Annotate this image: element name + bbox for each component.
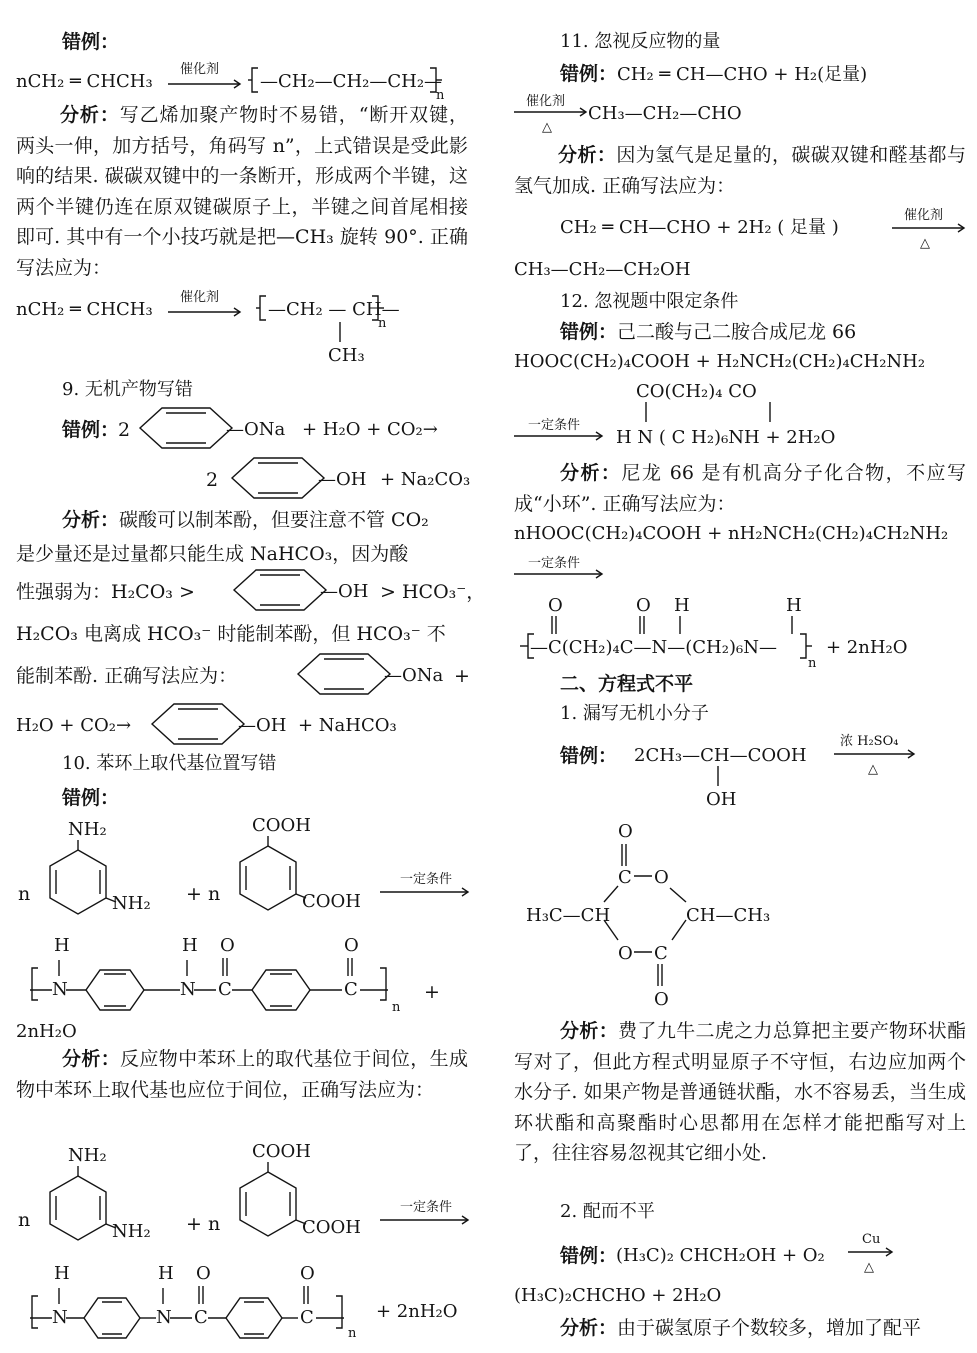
carbon-atom: C xyxy=(218,979,232,1000)
benzene-ring-icon xyxy=(46,840,116,924)
nylon-reactants: HOOC(CH₂)₄COOH + H₂NCH₂(CH₂)₄CH₂NH₂ xyxy=(514,351,926,372)
carbon-atom: C xyxy=(300,1307,314,1328)
reaction-arrow xyxy=(514,110,592,120)
analysis-3 xyxy=(16,1044,468,1105)
benzene-ring-icon xyxy=(236,836,306,920)
analysis-1 xyxy=(16,100,468,283)
ring-oxygen: O xyxy=(654,989,669,1010)
methyl-branch: CH₃ xyxy=(328,345,365,366)
subscript-n: n xyxy=(348,1326,357,1341)
section-12-title: 12. 忽视题中限定条件 xyxy=(560,291,739,312)
copper-catalyst-label: Cu xyxy=(862,1232,881,1247)
hydroxyl-branch: OH xyxy=(706,789,737,810)
catalyst-label: 催化剂 xyxy=(526,94,566,109)
analysis-text: 写乙烯加聚产物时不易错，“断开双键，两头一伸，加方括号，角码写 n”，上式错误是受此影响的结果. 碳碳双键中的一条断开，形成两个半键，这两个半键仍连在原双键碳原子上，半键之间首尾相接即可. 其中有一个小技巧就是把—CH₃ 旋转 90°. 正确写法应为： xyxy=(16,104,468,279)
subscript-n: n xyxy=(436,88,445,103)
ring-left-fragment: H₃C—CH xyxy=(526,905,611,926)
nitrogen-atom: N xyxy=(156,1307,172,1328)
wrong-equation: CH₂ ═ CH—CHO + H₂(足量) xyxy=(617,64,868,85)
oxygen-atom: O xyxy=(300,1263,315,1284)
analysis-text: 反应物中苯环上的取代基位于间位，生成物中苯环上取代基也应位于间位，正确写法应为： xyxy=(16,1048,468,1101)
carboxyl-group-side: COOH xyxy=(302,1217,361,1238)
ring-bonds xyxy=(646,402,776,426)
reaction-arrow xyxy=(514,572,606,582)
catalyst-label: 催化剂 xyxy=(180,290,220,305)
plus-n: + n xyxy=(186,883,221,905)
section-10-title: 10. 苯环上取代基位置写错 xyxy=(62,753,277,774)
wrong-example-label: 错例： xyxy=(62,31,120,53)
section-11-title: 11. 忽视反应物的量 xyxy=(560,31,721,52)
heat-symbol: △ xyxy=(868,762,878,777)
coefficient-n: n xyxy=(18,883,31,905)
lactic-acid-formula: 2CH₃—CH—COOH xyxy=(634,745,807,766)
analysis-text: 费了九牛二虎之力总算把主要产物环状酯写对了，但此方程式明显原子不守恒，右边应加两个水分子. 如果产物是普通链状酯，水不容易丢，当生成环状酯和高聚酯时心思都用在怎样才能把酯写对上了，往往容易忽视其它细小处. xyxy=(514,1020,966,1164)
analysis-label: 分析： xyxy=(62,509,120,531)
equation-2-right: —CH₂ — CH— xyxy=(268,299,400,320)
wrong-example-label: 错例： xyxy=(62,787,120,809)
sodium-phenoxide-group: —ONa xyxy=(226,419,286,440)
coefficient-n: n xyxy=(18,1209,31,1231)
reaction-arrow xyxy=(892,226,970,236)
catalyst-label: 催化剂 xyxy=(180,62,220,77)
ring-oxygen: O xyxy=(654,867,669,888)
amine-group-top: NH₂ xyxy=(68,819,107,840)
heat-symbol: △ xyxy=(542,120,552,135)
branch-bond xyxy=(716,766,720,788)
isobutanal-products: (H₃C)₂CHCHO + 2H₂O xyxy=(514,1285,722,1306)
polymer-bonds xyxy=(548,614,808,638)
subscript-n: n xyxy=(808,656,817,671)
hydroxyl-group: —OH xyxy=(320,581,369,602)
equation-2-left: nCH₂ ═ CHCH₃ xyxy=(16,299,153,320)
coefficient: 2 xyxy=(118,419,131,441)
section-12-wrong xyxy=(560,320,856,344)
carbon-atom: C xyxy=(344,979,358,1000)
hydrogen-atom: H xyxy=(182,935,198,956)
analysis-2-line-4: H₂CO₃ 电离成 HCO₃⁻ 时能制苯酚，但 HCO₃⁻ 不 xyxy=(16,623,446,645)
condition-label: 一定条件 xyxy=(528,556,581,571)
carbonyl-oxygen: O xyxy=(548,595,563,616)
nylon-polymer: —C(CH₂)₄C—N—(CH₂)₆N— xyxy=(530,637,777,658)
ring-oxygen: O xyxy=(618,821,633,842)
oxygen-atom: O xyxy=(196,1263,211,1284)
branch-bond xyxy=(338,322,342,344)
ring-bottom-fragment: H N ( C H₂)₆NH + 2H₂O xyxy=(616,427,836,448)
plus-sign: + xyxy=(424,981,440,1003)
amine-group-side: NH₂ xyxy=(112,1221,151,1242)
water-product: 2nH₂O xyxy=(16,1021,77,1042)
wrong-example-label: 错例： xyxy=(560,321,618,343)
ring-top-fragment: CO(CH₂)₄ CO xyxy=(636,381,757,402)
oxygen-atom: O xyxy=(344,935,359,956)
hydroxyl-group: —OH xyxy=(318,469,367,490)
nitrogen-atom: N xyxy=(52,1307,68,1328)
reaction-arrow xyxy=(168,310,248,320)
benzene-ring-icon xyxy=(234,566,334,616)
analysis-4 xyxy=(514,140,966,201)
analysis-label: 分析： xyxy=(62,1048,121,1070)
nitrogen-atom: N xyxy=(180,979,196,1000)
wrong-example-label: 错例： xyxy=(560,1245,618,1267)
carbon-atom: C xyxy=(194,1307,208,1328)
nitrogen-atom: N xyxy=(52,979,68,1000)
correct-products: + NaHCO₃ xyxy=(298,715,397,736)
isobutanol-reactants: (H₃C)₂ CHCH₂OH + O₂ xyxy=(616,1245,825,1266)
benzene-ring-icon xyxy=(46,1166,116,1250)
amine-group-side: NH₂ xyxy=(112,893,151,914)
coefficient: 2 xyxy=(206,469,219,491)
hydrogen-atom: H xyxy=(54,935,70,956)
subscript-n: n xyxy=(378,316,387,331)
benzene-ring-icon xyxy=(140,404,240,454)
ring-oxygen: O xyxy=(618,943,633,964)
part-2-section-2-title: 2. 配而不平 xyxy=(560,1201,655,1222)
amide-hydrogen: H xyxy=(674,595,690,616)
correct-reactants: H₂O + CO₂→ xyxy=(16,715,132,736)
acid-catalyst-label: 浓 H₂SO₄ xyxy=(840,734,899,749)
benzene-ring-icon xyxy=(232,454,332,504)
carboxyl-group-top: COOH xyxy=(252,1141,311,1162)
wrong-example-text: 己二酸与己二胺合成尼龙 66 xyxy=(617,321,857,343)
benzene-ring-icon xyxy=(298,650,398,700)
nylon-correct-reactants: nHOOC(CH₂)₄COOH + nH₂NCH₂(CH₂)₄CH₂NH₂ xyxy=(514,523,949,544)
reaction-arrow xyxy=(514,434,606,444)
wrong-example-label: 错例： xyxy=(62,419,120,441)
analysis-text: 因为氢气是足量的，碳碳双键和醛基都与氢气加成. 正确写法应为： xyxy=(514,144,966,197)
amine-group-top: NH₂ xyxy=(68,1145,107,1166)
heat-symbol: △ xyxy=(920,236,930,251)
section-9-title: 9. 无机产物写错 xyxy=(62,379,193,400)
hydrogen-atom: H xyxy=(54,1263,70,1284)
reactants: + H₂O + CO₂→ xyxy=(302,419,438,440)
correct-product: CH₃—CH₂—CH₂OH xyxy=(514,259,691,280)
analysis-label: 分析： xyxy=(560,462,622,484)
carboxyl-group-side: COOH xyxy=(302,891,361,912)
wrong-example-label: 错例： xyxy=(560,63,618,85)
correct-equation: CH₂ ═ CH—CHO + 2H₂ ( 足量 ) xyxy=(560,217,839,238)
analysis-label: 分析： xyxy=(558,144,617,166)
lactide-ring-bonds xyxy=(590,840,710,990)
sodium-phenoxide-group: —ONa xyxy=(384,665,444,686)
analysis-2-line-2: 是少量还是过量都只能生成 NaHCO₃，因为酸 xyxy=(16,543,409,565)
benzene-ring-icon xyxy=(152,700,252,750)
subscript-n: n xyxy=(392,1000,401,1015)
analysis-label: 分析： xyxy=(60,104,120,126)
ring-right-fragment: CH—CH₃ xyxy=(686,905,771,926)
condition-label: 一定条件 xyxy=(528,418,581,433)
condition-label: 一定条件 xyxy=(400,872,453,887)
wrong-example-label: 错例： xyxy=(560,745,618,767)
part-2-section-1-title: 1. 漏写无机小分子 xyxy=(560,703,709,724)
oxygen-atom: O xyxy=(220,935,235,956)
reaction-arrow xyxy=(168,82,248,92)
heat-symbol: △ xyxy=(864,1260,874,1275)
polymer-backbone xyxy=(30,954,410,1014)
equation-1-right: —CH₂—CH₂—CH₂— xyxy=(260,71,443,92)
analysis-7 xyxy=(560,1316,921,1340)
analysis-5 xyxy=(514,458,966,519)
reaction-arrow xyxy=(380,890,472,900)
analysis-label: 分析： xyxy=(560,1317,618,1339)
wrong-product: CH₃—CH₂—CHO xyxy=(588,103,742,124)
section-11-wrong xyxy=(560,62,867,87)
hydrogen-atom: H xyxy=(158,1263,174,1284)
water-product: + 2nH₂O xyxy=(376,1301,458,1322)
polymer-backbone xyxy=(30,1282,370,1342)
analysis-label: 分析： xyxy=(560,1020,619,1042)
part-2-title: 二、方程式不平 xyxy=(560,673,694,695)
analysis-text: 碳酸可以制苯酚，但要注意不管 CO₂ xyxy=(119,509,429,531)
products: + Na₂CO₃ xyxy=(380,469,471,490)
benzene-ring-icon xyxy=(236,1162,306,1246)
carboxyl-group-top: COOH xyxy=(252,815,311,836)
analysis-2-line-1 xyxy=(62,508,429,532)
equation-1-left: nCH₂ ═ CHCH₃ xyxy=(16,71,153,92)
carbonyl-oxygen: O xyxy=(636,595,651,616)
analysis-2-line-3: 性强弱为：H₂CO₃ > xyxy=(16,581,195,603)
analysis-6 xyxy=(514,1016,966,1169)
condition-label: 一定条件 xyxy=(400,1200,453,1215)
analysis-text: 由于碳氢原子个数较多，增加了配平 xyxy=(617,1317,922,1339)
analysis-2-line-5: 能制苯酚. 正确写法应为： xyxy=(16,665,238,687)
hydroxyl-group: —OH xyxy=(238,715,287,736)
reaction-arrow xyxy=(380,1218,472,1228)
catalyst-label: 催化剂 xyxy=(904,208,944,223)
ring-carbon: C xyxy=(618,867,632,888)
analysis-text: 尼龙 66 是有机高分子化合物，不应写成“小环”. 正确写法应为： xyxy=(514,462,966,515)
ring-carbon: C xyxy=(654,943,668,964)
analysis-2-line-3-end: > HCO₃⁻， xyxy=(380,581,486,603)
plus-n: + n xyxy=(186,1213,221,1235)
amide-hydrogen: H xyxy=(786,595,802,616)
plus-sign: + xyxy=(454,665,470,687)
water-product: + 2nH₂O xyxy=(826,637,908,658)
